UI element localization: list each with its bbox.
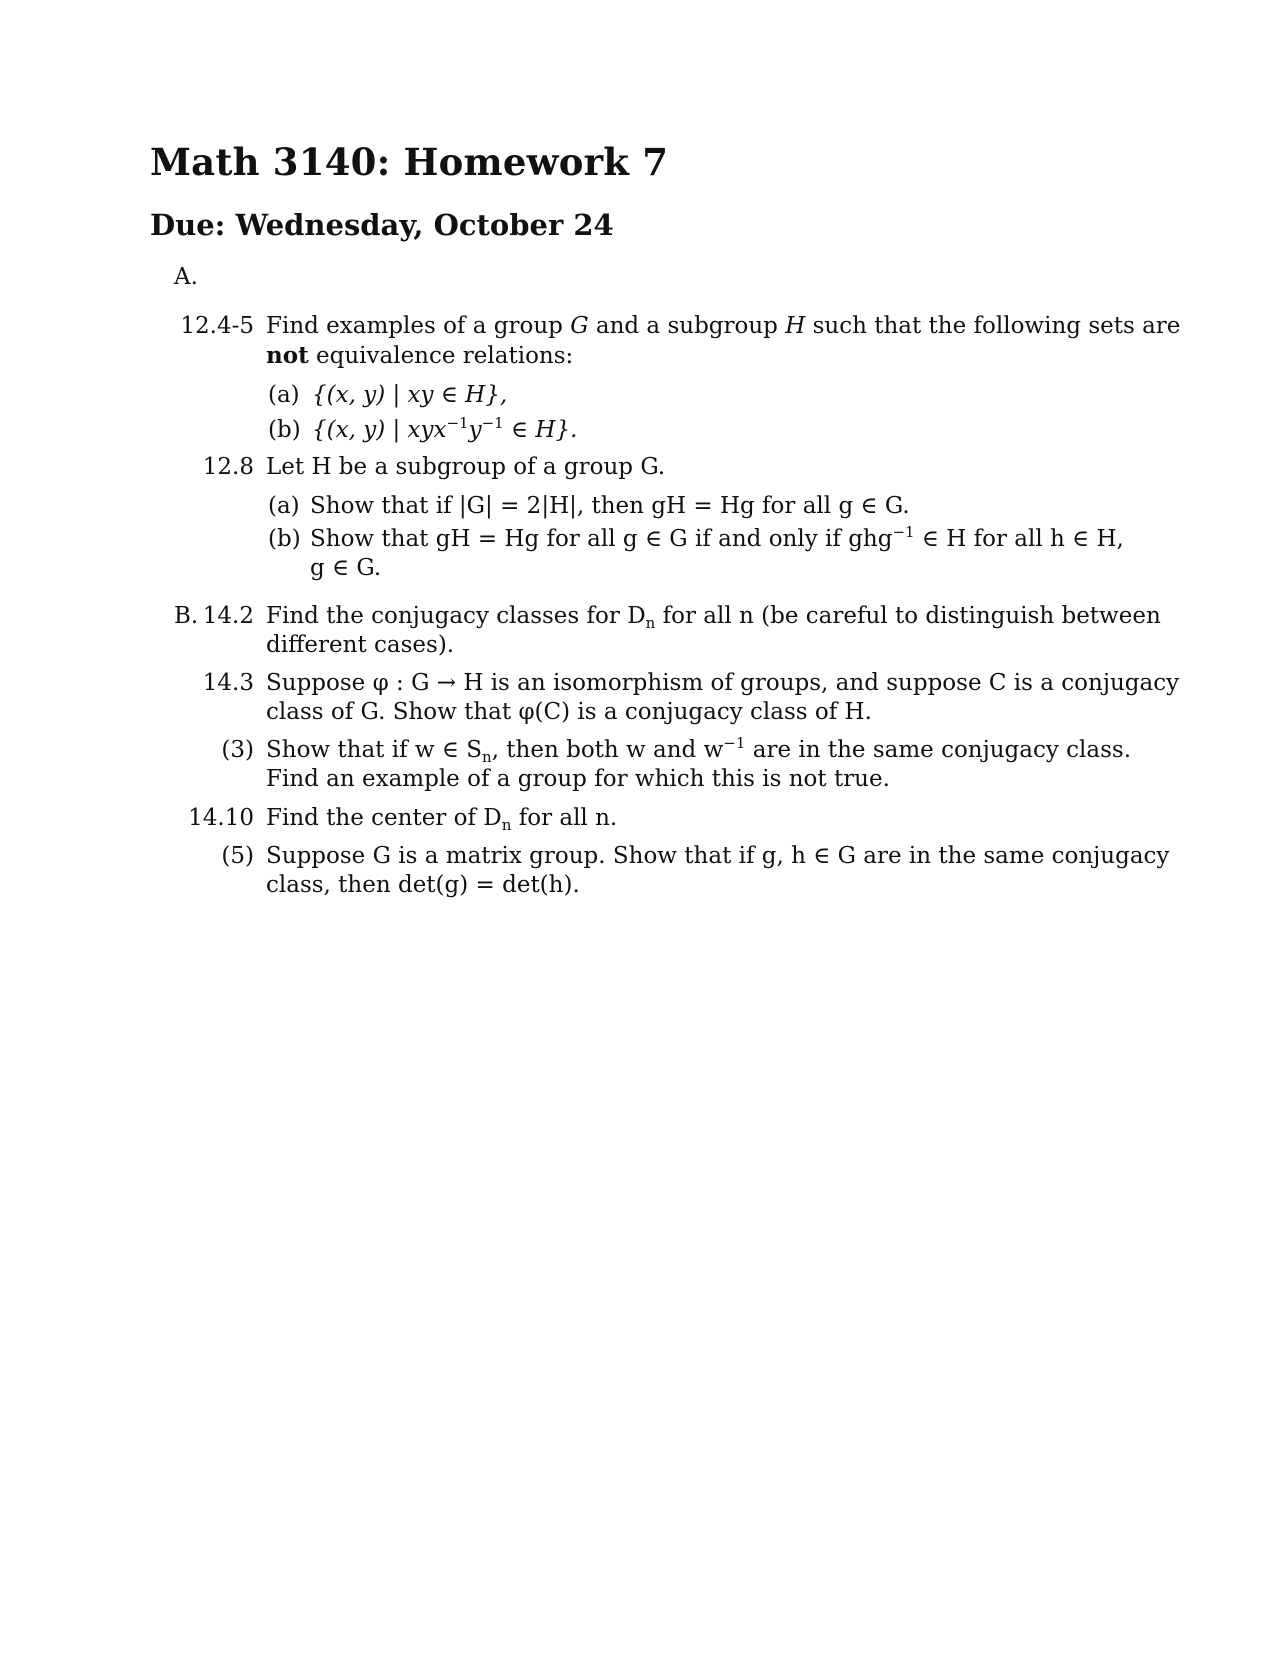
problem-number: 12.4-5 xyxy=(180,313,254,339)
problem-14-10-text: Find the center of $D_n$ for all n. xyxy=(266,805,618,834)
problem-12-8-text: Let H be a subgroup of a group G. xyxy=(266,454,666,480)
part-label: (b) xyxy=(268,417,301,443)
part-label: (a) xyxy=(268,493,300,519)
problem-number: (5) xyxy=(221,843,254,869)
problem-3-line-1: Show that if w ∈ $S_n$, then both w and $w^{-1}$ are in the same conjugacy class. xyxy=(266,734,1132,766)
section-b-label: B. xyxy=(174,603,199,629)
problem-5-line-2: class, then det(g) = det(h). xyxy=(266,872,580,898)
set-expression: {(x, y) | $xyx^{-1}y^{-1}$ ∈ H}. xyxy=(312,414,578,443)
set-expression: {(x, y) | xy ∈ H}, xyxy=(312,382,508,408)
problem-3-line-2: Find an example of a group for which this is not true. xyxy=(266,766,890,792)
problem-12-4-5-line-1: Find examples of a group G and a subgroup H such that the following sets are xyxy=(266,313,1181,339)
problem-14-3-line-1: Suppose φ : G → H is an isomorphism of groups, and suppose C is a conjugacy xyxy=(266,670,1180,696)
problem-number: 14.10 xyxy=(188,805,254,831)
problem-14-2-line-2: different cases). xyxy=(266,632,455,658)
problem-12-8-part-a: Show that if |G| = 2|H|, then gH = Hg for all g ∈ G. xyxy=(310,493,910,519)
problem-12-4-5-line-2: not equivalence relations: xyxy=(266,342,574,369)
part-label: (b) xyxy=(268,526,301,552)
page-title: Math 3140: Homework 7 xyxy=(150,140,669,184)
problem-5-line-1: Suppose G is a matrix group. Show that if g, h ∈ G are in the same conjugacy xyxy=(266,843,1170,869)
section-a-label: A. xyxy=(174,264,198,290)
problem-number: 14.3 xyxy=(202,670,254,696)
problem-number: 14.2 xyxy=(202,603,254,629)
problem-12-8-part-b-line-2: g ∈ G. xyxy=(310,555,382,581)
problem-14-2-line-1: Find the conjugacy classes for $D_n$ for all n (be careful to distinguish between xyxy=(266,603,1161,632)
problem-12-8-part-b-line-1: Show that gH = Hg for all g ∈ G if and only if ghg$^{-1}$ ∈ H for all h ∈ H, xyxy=(310,523,1124,552)
part-label: (a) xyxy=(268,382,300,408)
due-date: Due: Wednesday, October 24 xyxy=(150,208,614,242)
problem-number: 12.8 xyxy=(202,454,254,480)
problem-number: (3) xyxy=(221,737,254,763)
problem-14-3-line-2: class of G. Show that φ(C) is a conjugacy class of H. xyxy=(266,699,872,725)
